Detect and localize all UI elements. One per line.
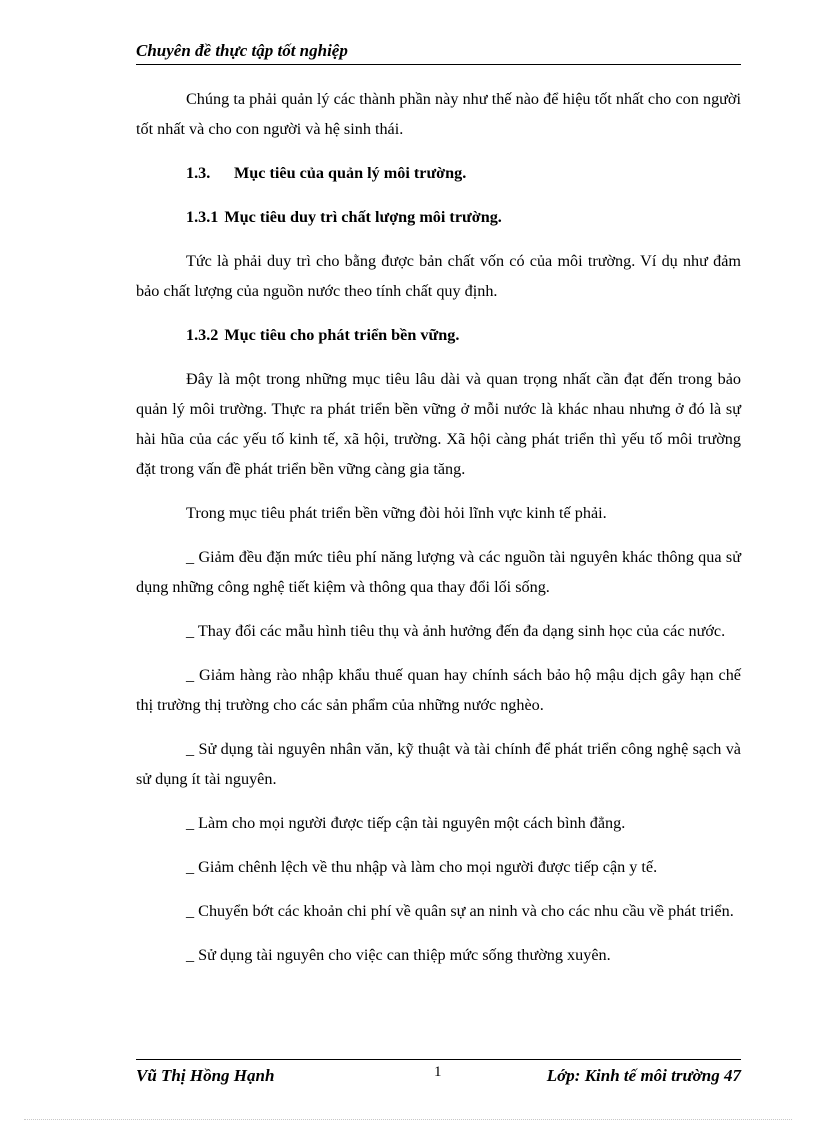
- page-footer: [136, 1059, 741, 1092]
- section-title: Mục tiêu duy trì chất lượng môi trường.: [224, 208, 502, 226]
- bullet-item: _ Sử dụng tài nguyên nhân văn, kỹ thuật và tài chính để phát triển công nghệ sạch và sử dụng ít tài nguyên.: [136, 740, 741, 788]
- bullet-item: _ Làm cho mọi người được tiếp cận tài nguyên một cách bình đẳng.: [186, 814, 626, 832]
- section-number: 1.3.2: [186, 326, 219, 344]
- bullet-item: _ Giảm chênh lệch về thu nhập và làm cho mọi người được tiếp cận y tế.: [186, 858, 658, 876]
- section-title: Mục tiêu cho phát triển bền vững.: [224, 326, 460, 344]
- bullet-item: _ Sử dụng tài nguyên cho việc can thiệp mức sống thường xuyên.: [186, 946, 611, 964]
- section-heading-1-3: [136, 158, 741, 188]
- page-header: [136, 40, 741, 65]
- bullet-item: _ Giảm hàng rào nhập khẩu thuế quan hay chính sách bảo hộ mậu dịch gây hạn chế thị trường thị trường cho các sản phẩm của những nước nghèo.: [136, 666, 741, 714]
- section-heading-1-3-2: [136, 320, 741, 350]
- paragraph: Trong mục tiêu phát triển bền vững đòi hỏi lĩnh vực kinh tế phải.: [186, 504, 607, 522]
- bullet-item: _ Giảm đều đặn mức tiêu phí năng lượng và các nguồn tài nguyên khác thông qua sử dụng những công nghệ tiết kiệm và thông qua thay đổi lối sống.: [136, 548, 741, 596]
- bullet-item: _ Chuyển bớt các khoản chi phí về quân sự an ninh và cho các nhu cầu về phát triển.: [186, 902, 734, 920]
- page-edge-divider: [24, 1119, 792, 1120]
- section-number: 1.3.1: [186, 208, 219, 226]
- section-heading-1-3-1: [136, 202, 741, 232]
- section-number: 1.3.: [186, 164, 211, 182]
- page-number: 1: [434, 1064, 442, 1080]
- footer-class: Lớp: Kinh tế môi trường 47: [546, 1066, 741, 1085]
- paragraph: Đây là một trong những mục tiêu lâu dài và quan trọng nhất cần đạt đến trong bảo quản lý môi trường. Thực ra phát triển bền vững ở mỗi nước là khác nhau nhưng ở đó là sự hài hũa của các yếu tố kinh tế, xã hội, trường. Xã hội càng phát triển thì yếu tố môi trường đặt trong vấn đề phát triển bền vững càng gia tăng.: [136, 370, 741, 478]
- footer-author: Vũ Thị Hồng Hạnh: [136, 1066, 275, 1085]
- bullet-item: _ Thay đổi các mẫu hình tiêu thụ và ảnh hưởng đến đa dạng sinh học của các nước.: [186, 622, 726, 640]
- paragraph: Chúng ta phải quản lý các thành phần này như thế nào để hiệu tốt nhất cho con người tốt nhất và cho con người và hệ sinh thái.: [136, 90, 741, 138]
- section-title: Mục tiêu của quản lý môi trường.: [234, 164, 467, 182]
- document-body: [136, 84, 741, 970]
- header-title: Chuyên đề thực tập tốt nghiệp: [136, 41, 348, 60]
- paragraph: Tức là phải duy trì cho bằng được bản chất vốn có của môi trường. Ví dụ như đảm bảo chất lượng của nguồn nước theo tính chất quy định.: [136, 252, 741, 300]
